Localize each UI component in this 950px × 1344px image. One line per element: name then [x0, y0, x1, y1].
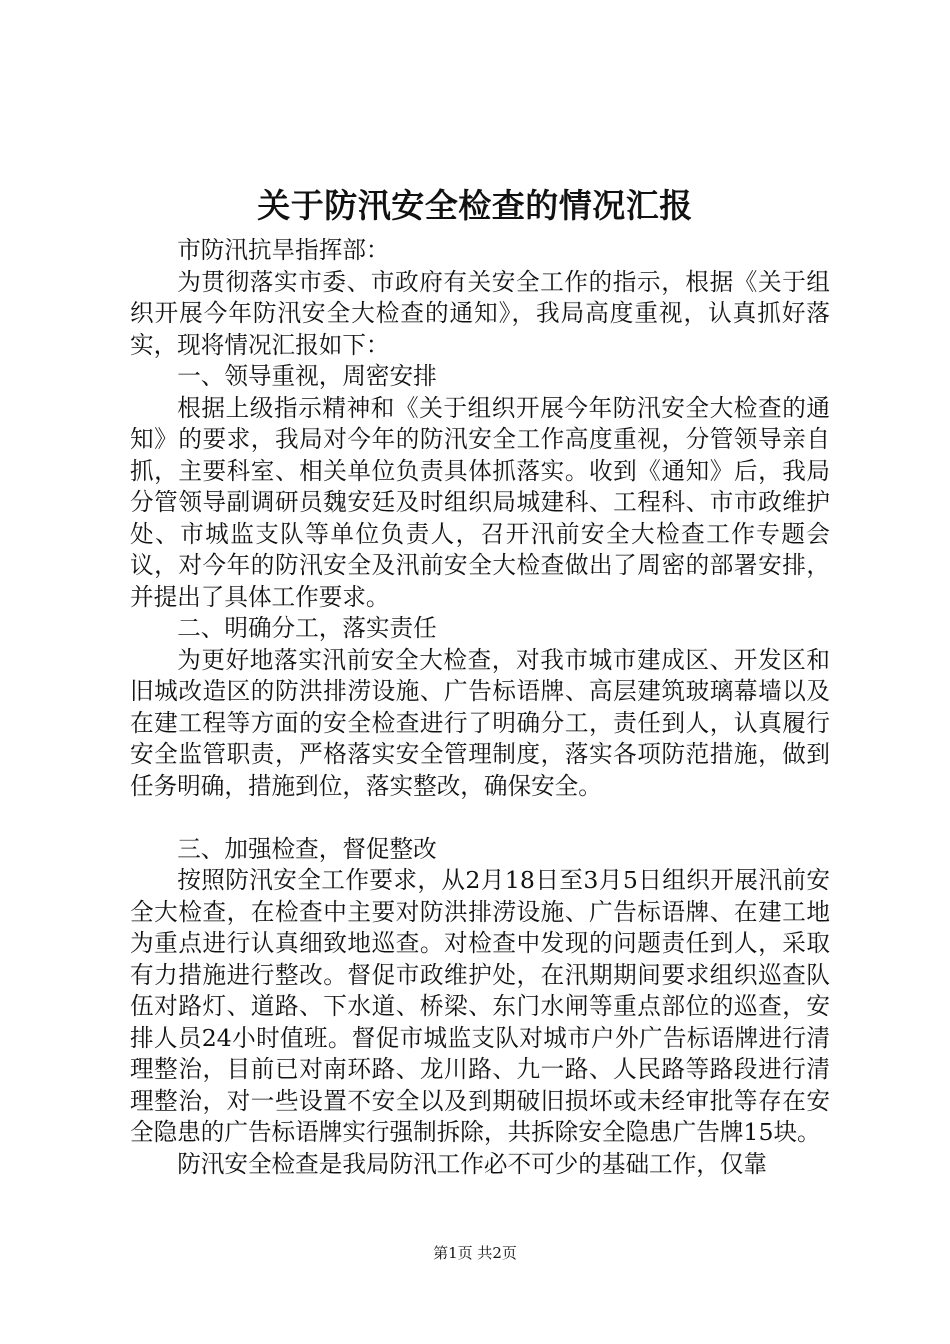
salutation: 市防汛抗旱指挥部： — [177, 236, 390, 264]
document-title: 关于防汛安全检查的情况汇报 — [257, 186, 693, 225]
paragraph-section-3: 按照防汛安全工作要求，从2月18日至3月5日组织开展汛前安全大检查，在检查中主要对防洪排涝设施、广告标语牌、在建工地为重点进行认真细致地巡查。对检查中发现的问题责任到人，采取有力措施进行整改。督促市政维护处，在汛期期间要求组织巡查队伍对路灯、道路、下水道、桥梁、东门水闸等重点部位的巡查，安排人员24小时值班。督促市城监支队对城市户外广告标语牌进行清理整治，目前已对南环路、龙川路、九一路、人民路等路段进行清理整治，对一些设置不安全以及到期破旧损坏或未经审批等存在安全隐患的广告标语牌实行强制拆除，共拆除安全隐患广告牌15块。 — [130, 866, 830, 1146]
section-heading-1: 一、领导重视，周密安排 — [177, 362, 437, 390]
section-heading-2: 二、明确分工，落实责任 — [177, 614, 437, 642]
paragraph-intro: 为贯彻落实市委、市政府有关安全工作的指示，根据《关于组织开展今年防汛安全大检查的通知》，我局高度重视，认真抓好落实，现将情况汇报如下： — [130, 267, 830, 359]
paragraph-section-2: 为更好地落实汛前安全大检查，对我市城市建成区、开发区和旧城改造区的防洪排涝设施、广告标语牌、高层建筑玻璃幕墙以及在建工程等方面的安全检查进行了明确分工，责任到人，认真履行安全监管职责，严格落实安全管理制度，落实各项防范措施，做到任务明确，措施到位，落实整改，确保安全。 — [130, 645, 830, 800]
blank-line — [130, 802, 830, 834]
section-heading-3: 三、加强检查，督促整改 — [177, 834, 437, 863]
paragraph-continuation: 防汛安全检查是我局防汛工作必不可少的基础工作，仅靠 — [177, 1149, 768, 1178]
page-footer: 第1页 共2页 — [433, 1244, 517, 1262]
paragraph-section-1: 根据上级指示精神和《关于组织开展今年防汛安全大检查的通知》的要求，我局对今年的防汛安全工作高度重视，分管领导亲自抓，主要科室、相关单位负责具体抓落实。收到《通知》后，我局分管领导副调研员魏安廷及时组织局城建科、工程科、市市政维护处、市城监支队等单位负责人，召开汛前安全大检查工作专题会议，对今年的防汛安全及汛前安全大检查做出了周密的部署安排，并提出了具体工作要求。 — [130, 393, 830, 611]
document-body — [130, 235, 830, 1180]
